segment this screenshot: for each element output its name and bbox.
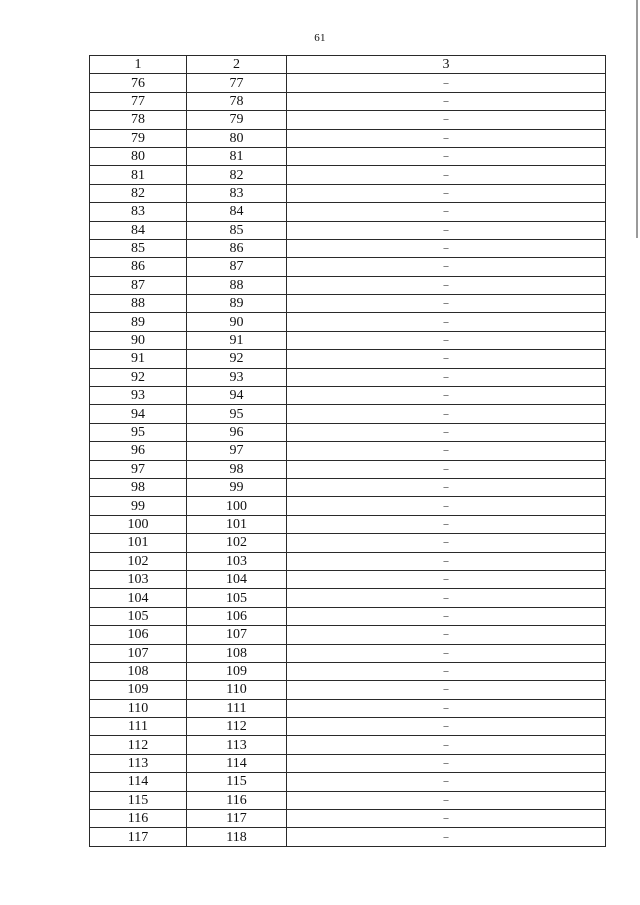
value-cell: – [287,166,606,184]
row-number-cell: 92 [90,368,187,386]
row-number-cell: 89 [90,313,187,331]
table-row [90,387,606,405]
table-row [90,405,606,423]
next-number-cell: 104 [187,570,287,588]
row-number-cell: 103 [90,570,187,588]
next-number-cell: 97 [187,442,287,460]
row-number-cell: 105 [90,607,187,625]
table-row [90,129,606,147]
value-cell: – [287,810,606,828]
next-number-cell: 90 [187,313,287,331]
table-row [90,736,606,754]
next-number-cell: 100 [187,497,287,515]
value-cell: – [287,589,606,607]
table-row [90,644,606,662]
table-row [90,295,606,313]
value-cell: – [287,662,606,680]
value-cell: – [287,718,606,736]
row-number-cell: 110 [90,699,187,717]
table-row [90,221,606,239]
table-body [90,74,606,846]
value-cell: – [287,515,606,533]
next-number-cell: 118 [187,828,287,846]
table-row [90,368,606,386]
value-cell: – [287,626,606,644]
value-cell: – [287,350,606,368]
value-cell: – [287,258,606,276]
table-row [90,662,606,680]
table-row [90,460,606,478]
table-row [90,791,606,809]
row-number-cell: 93 [90,387,187,405]
next-number-cell: 113 [187,736,287,754]
next-number-cell: 80 [187,129,287,147]
value-cell: – [287,423,606,441]
table-row [90,184,606,202]
row-number-cell: 95 [90,423,187,441]
value-cell: – [287,313,606,331]
row-number-cell: 88 [90,295,187,313]
next-number-cell: 99 [187,478,287,496]
row-number-cell: 100 [90,515,187,533]
table-row [90,111,606,129]
next-number-cell: 107 [187,626,287,644]
row-number-cell: 114 [90,773,187,791]
next-number-cell: 89 [187,295,287,313]
next-number-cell: 117 [187,810,287,828]
value-cell: – [287,129,606,147]
next-number-cell: 83 [187,184,287,202]
value-cell: – [287,552,606,570]
value-cell: – [287,828,606,846]
next-number-cell: 87 [187,258,287,276]
value-cell: – [287,699,606,717]
table-row [90,515,606,533]
value-cell: – [287,570,606,588]
table-row [90,607,606,625]
value-cell: – [287,478,606,496]
next-number-cell: 94 [187,387,287,405]
column-header-3: 3 [287,56,606,74]
value-cell: – [287,534,606,552]
next-number-cell: 77 [187,74,287,92]
next-number-cell: 92 [187,350,287,368]
value-cell: – [287,497,606,515]
table-row [90,239,606,257]
row-number-cell: 78 [90,111,187,129]
value-cell: – [287,736,606,754]
value-cell: – [287,773,606,791]
table-row [90,810,606,828]
data-table [89,55,606,847]
table-row [90,828,606,846]
table-row [90,74,606,92]
row-number-cell: 116 [90,810,187,828]
value-cell: – [287,460,606,478]
value-cell: – [287,295,606,313]
value-cell: – [287,681,606,699]
next-number-cell: 93 [187,368,287,386]
next-number-cell: 96 [187,423,287,441]
row-number-cell: 112 [90,736,187,754]
row-number-cell: 82 [90,184,187,202]
next-number-cell: 114 [187,754,287,772]
table-row [90,570,606,588]
value-cell: – [287,221,606,239]
row-number-cell: 96 [90,442,187,460]
next-number-cell: 115 [187,773,287,791]
row-number-cell: 108 [90,662,187,680]
table-row [90,276,606,294]
table-row [90,718,606,736]
table-row [90,478,606,496]
row-number-cell: 107 [90,644,187,662]
table-row [90,699,606,717]
row-number-cell: 85 [90,239,187,257]
value-cell: – [287,442,606,460]
table-row [90,773,606,791]
row-number-cell: 106 [90,626,187,644]
value-cell: – [287,184,606,202]
table-row [90,423,606,441]
table-row [90,626,606,644]
row-number-cell: 109 [90,681,187,699]
table-row [90,92,606,110]
row-number-cell: 83 [90,203,187,221]
next-number-cell: 88 [187,276,287,294]
column-header-2: 2 [187,56,287,74]
next-number-cell: 98 [187,460,287,478]
next-number-cell: 85 [187,221,287,239]
value-cell: – [287,239,606,257]
table-row [90,166,606,184]
row-number-cell: 91 [90,350,187,368]
next-number-cell: 116 [187,791,287,809]
value-cell: – [287,331,606,349]
next-number-cell: 79 [187,111,287,129]
row-number-cell: 101 [90,534,187,552]
value-cell: – [287,276,606,294]
table-row [90,203,606,221]
value-cell: – [287,791,606,809]
table-row [90,552,606,570]
row-number-cell: 113 [90,754,187,772]
table-row [90,589,606,607]
table-row [90,331,606,349]
row-number-cell: 115 [90,791,187,809]
next-number-cell: 86 [187,239,287,257]
next-number-cell: 108 [187,644,287,662]
table-row [90,534,606,552]
table-row [90,497,606,515]
row-number-cell: 98 [90,478,187,496]
page-edge-mark [636,0,638,238]
row-number-cell: 77 [90,92,187,110]
value-cell: – [287,147,606,165]
value-cell: – [287,203,606,221]
table-row [90,350,606,368]
value-cell: – [287,387,606,405]
row-number-cell: 86 [90,258,187,276]
value-cell: – [287,92,606,110]
row-number-cell: 94 [90,405,187,423]
next-number-cell: 105 [187,589,287,607]
row-number-cell: 81 [90,166,187,184]
value-cell: – [287,644,606,662]
next-number-cell: 102 [187,534,287,552]
table-row [90,681,606,699]
header-row [90,56,606,74]
value-cell: – [287,607,606,625]
row-number-cell: 76 [90,74,187,92]
next-number-cell: 81 [187,147,287,165]
page-number: 61 [314,32,326,44]
next-number-cell: 91 [187,331,287,349]
next-number-cell: 106 [187,607,287,625]
value-cell: – [287,754,606,772]
value-cell: – [287,111,606,129]
row-number-cell: 87 [90,276,187,294]
row-number-cell: 117 [90,828,187,846]
value-cell: – [287,405,606,423]
table-row [90,442,606,460]
table-row [90,313,606,331]
next-number-cell: 78 [187,92,287,110]
table-row [90,147,606,165]
table-row [90,258,606,276]
next-number-cell: 82 [187,166,287,184]
row-number-cell: 104 [90,589,187,607]
next-number-cell: 111 [187,699,287,717]
row-number-cell: 111 [90,718,187,736]
row-number-cell: 102 [90,552,187,570]
next-number-cell: 112 [187,718,287,736]
row-number-cell: 80 [90,147,187,165]
next-number-cell: 103 [187,552,287,570]
row-number-cell: 90 [90,331,187,349]
column-header-1: 1 [90,56,187,74]
next-number-cell: 101 [187,515,287,533]
next-number-cell: 95 [187,405,287,423]
next-number-cell: 110 [187,681,287,699]
row-number-cell: 99 [90,497,187,515]
row-number-cell: 84 [90,221,187,239]
table-row [90,754,606,772]
row-number-cell: 97 [90,460,187,478]
next-number-cell: 109 [187,662,287,680]
value-cell: – [287,368,606,386]
value-cell: – [287,74,606,92]
row-number-cell: 79 [90,129,187,147]
next-number-cell: 84 [187,203,287,221]
